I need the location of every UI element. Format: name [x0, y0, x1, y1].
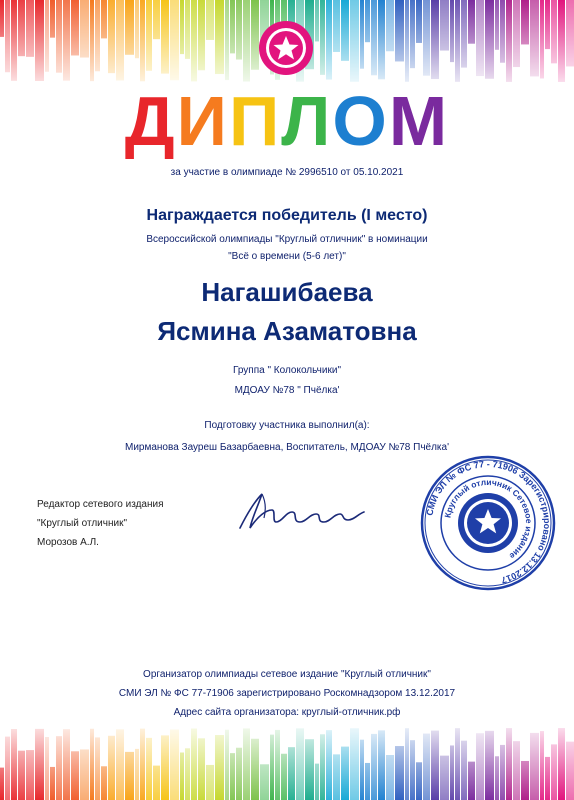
recipient-group: Группа " Колокольчики" — [233, 365, 341, 376]
title-letter: Д — [124, 82, 177, 160]
recipient-name: Ясмина Азаматовна — [157, 316, 417, 346]
olympiad-subtitle: за участие в олимпиаде № 2996510 от 05.10.2021 — [170, 167, 404, 178]
preparer-name: Мирманова Зауреш Базарбаевна, Воспитатель, МДОАУ №78 Пчёлка' — [125, 442, 449, 453]
title-letter: О — [332, 82, 389, 160]
title-letter: М — [388, 82, 450, 160]
editor-line-3: Морозов А.Л. — [37, 537, 99, 548]
editor-line-2: "Круглый отличник" — [37, 518, 128, 529]
bottom-rainbow-stripes — [0, 728, 574, 800]
award-line-2: "Всё о времени (5-6 лет)" — [228, 251, 346, 262]
footer-line-2: СМИ ЭЛ № ФС 77-71906 зарегистрировано Роскомнадзором 13.12.2017 — [118, 688, 456, 699]
diploma-title — [0, 82, 574, 160]
award-line-1: Всероссийской олимпиады "Круглый отличник" в номинации — [146, 234, 428, 245]
preparer-label: Подготовку участника выполнил(а): — [204, 420, 370, 431]
editor-line-1: Редактор сетевого издания — [37, 499, 164, 510]
title-letter: П — [228, 82, 282, 160]
star-logo-badge — [258, 20, 314, 76]
official-stamp — [420, 455, 556, 591]
title-letter: Л — [281, 82, 333, 160]
recipient-school: МДОАУ №78 " Пчёлка' — [234, 385, 340, 396]
footer-line-1: Организатор олимпиады сетевое издание "Круглый отличник" — [143, 669, 431, 680]
title-letter: И — [176, 82, 229, 160]
stamp-outer-text: СМИ ЭЛ № ФС 77 - 71906 Зарегистрировано 13.12.2017 — [424, 458, 553, 586]
footer-line-3: Адрес сайта организатора: круглый-отличник.рф — [173, 707, 401, 718]
stamp-inner-text: Круглый отличник Сетевое издание — [442, 476, 535, 562]
award-heading: Награждается победитель (I место) — [146, 207, 428, 224]
signature — [232, 488, 372, 534]
bottom-stripes-graphic — [0, 728, 574, 800]
recipient-surname: Нагашибаева — [201, 277, 373, 307]
